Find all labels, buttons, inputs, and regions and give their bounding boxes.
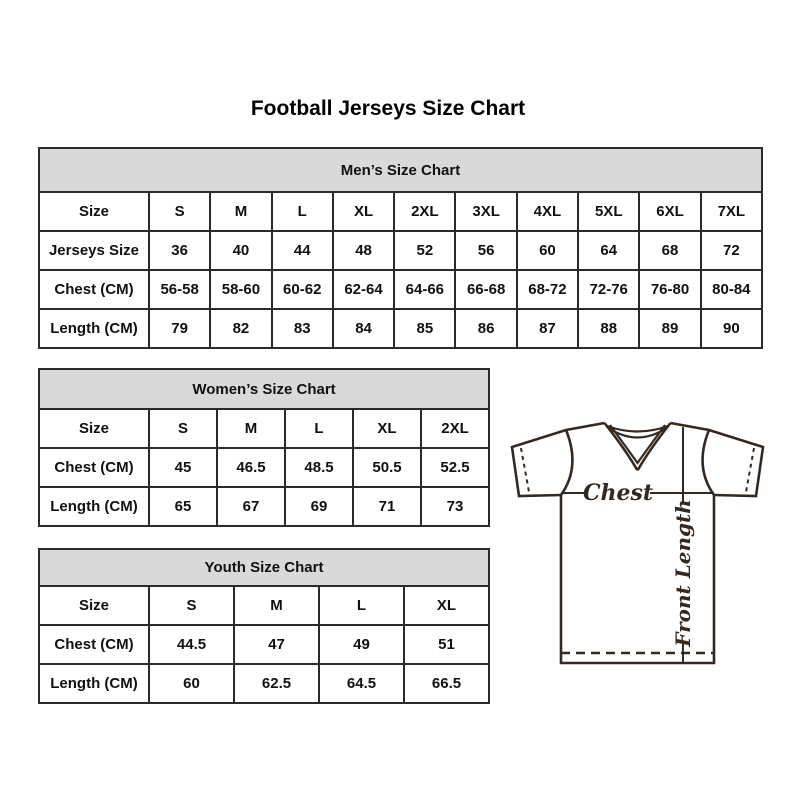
data-cell: 84 — [333, 309, 394, 348]
row-header-cell: Jerseys Size — [39, 231, 149, 270]
jersey-right-cuff-stitch — [746, 448, 754, 492]
column-header-cell: 2XL — [421, 409, 489, 448]
table-row — [39, 625, 489, 664]
jersey-right-armhole-seam — [703, 430, 714, 495]
data-cell: 52.5 — [421, 448, 489, 487]
data-cell: 60 — [517, 231, 578, 270]
data-cell: 44.5 — [149, 625, 234, 664]
table-title-row — [39, 148, 762, 192]
column-header-cell: L — [319, 586, 404, 625]
data-cell: 66.5 — [404, 664, 489, 703]
table-row — [39, 309, 762, 348]
data-cell: 89 — [639, 309, 700, 348]
data-cell: 62.5 — [234, 664, 319, 703]
data-cell: 65 — [149, 487, 217, 526]
table-title-row — [39, 549, 489, 586]
page-title: Football Jerseys Size Chart — [250, 97, 526, 120]
data-cell: 50.5 — [353, 448, 421, 487]
column-header-cell: 5XL — [578, 192, 639, 231]
column-header-cell: 3XL — [455, 192, 516, 231]
column-header-cell: 4XL — [517, 192, 578, 231]
data-cell: 67 — [217, 487, 285, 526]
column-header-cell: XL — [404, 586, 489, 625]
data-cell: 68-72 — [517, 270, 578, 309]
youth-size-table — [38, 548, 490, 704]
data-cell: 64 — [578, 231, 639, 270]
jersey-left-armhole-seam — [561, 430, 572, 495]
table-title-band: Youth Size Chart — [39, 549, 489, 586]
data-cell: 56 — [455, 231, 516, 270]
table-row — [39, 586, 489, 625]
table-title-row — [39, 369, 489, 409]
data-cell: 82 — [210, 309, 271, 348]
column-header-cell: 7XL — [701, 192, 762, 231]
data-cell: 60-62 — [272, 270, 333, 309]
column-header-cell: 2XL — [394, 192, 455, 231]
data-cell: 88 — [578, 309, 639, 348]
front-length-label: Front Length — [671, 499, 695, 647]
column-header-cell: M — [210, 192, 271, 231]
data-cell: 44 — [272, 231, 333, 270]
data-cell: 47 — [234, 625, 319, 664]
data-cell: 90 — [701, 309, 762, 348]
column-header-cell: XL — [333, 192, 394, 231]
table-title-band: Women’s Size Chart — [39, 369, 489, 409]
row-header-cell: Length (CM) — [39, 664, 149, 703]
row-header-cell: Length (CM) — [39, 487, 149, 526]
data-cell: 52 — [394, 231, 455, 270]
column-header-cell: L — [272, 192, 333, 231]
table-row — [39, 448, 489, 487]
row-header-cell: Size — [39, 192, 149, 231]
data-cell: 48.5 — [285, 448, 353, 487]
table-row — [39, 664, 489, 703]
row-header-cell: Chest (CM) — [39, 270, 149, 309]
column-header-cell: M — [234, 586, 319, 625]
data-cell: 68 — [639, 231, 700, 270]
data-cell: 48 — [333, 231, 394, 270]
table-row — [39, 192, 762, 231]
data-cell: 72-76 — [578, 270, 639, 309]
data-cell: 56-58 — [149, 270, 210, 309]
data-cell: 85 — [394, 309, 455, 348]
jersey-illustration — [503, 411, 767, 673]
data-cell: 58-60 — [210, 270, 271, 309]
row-header-cell: Size — [39, 586, 149, 625]
data-cell: 36 — [149, 231, 210, 270]
womens-size-table — [38, 368, 490, 527]
row-header-cell: Size — [39, 409, 149, 448]
table-row — [39, 487, 489, 526]
data-cell: 49 — [319, 625, 404, 664]
data-cell: 80-84 — [701, 270, 762, 309]
column-header-cell: S — [149, 409, 217, 448]
data-cell: 51 — [404, 625, 489, 664]
data-cell: 69 — [285, 487, 353, 526]
data-cell: 40 — [210, 231, 271, 270]
data-cell: 71 — [353, 487, 421, 526]
data-cell: 62-64 — [333, 270, 394, 309]
jersey-left-cuff-stitch — [521, 448, 529, 492]
data-cell: 83 — [272, 309, 333, 348]
data-cell: 79 — [149, 309, 210, 348]
column-header-cell: 6XL — [639, 192, 700, 231]
jersey-collar-back-arc-1 — [607, 426, 668, 432]
column-header-cell: S — [149, 192, 210, 231]
data-cell: 66-68 — [455, 270, 516, 309]
data-cell: 72 — [701, 231, 762, 270]
column-header-cell: M — [217, 409, 285, 448]
data-cell: 60 — [149, 664, 234, 703]
data-cell: 73 — [421, 487, 489, 526]
mens-size-table — [38, 147, 763, 349]
jersey-diagram — [503, 411, 767, 673]
data-cell: 64.5 — [319, 664, 404, 703]
chest-label: Chest — [582, 480, 654, 506]
row-header-cell: Length (CM) — [39, 309, 149, 348]
data-cell: 45 — [149, 448, 217, 487]
data-cell: 46.5 — [217, 448, 285, 487]
data-cell: 64-66 — [394, 270, 455, 309]
column-header-cell: L — [285, 409, 353, 448]
column-header-cell: S — [149, 586, 234, 625]
row-header-cell: Chest (CM) — [39, 448, 149, 487]
data-cell: 87 — [517, 309, 578, 348]
table-row — [39, 409, 489, 448]
data-cell: 76-80 — [639, 270, 700, 309]
table-row — [39, 231, 762, 270]
jersey-right-sleeve — [671, 423, 764, 496]
table-row — [39, 270, 762, 309]
column-header-cell: XL — [353, 409, 421, 448]
data-cell: 86 — [455, 309, 516, 348]
row-header-cell: Chest (CM) — [39, 625, 149, 664]
table-title-band: Men’s Size Chart — [39, 148, 762, 192]
